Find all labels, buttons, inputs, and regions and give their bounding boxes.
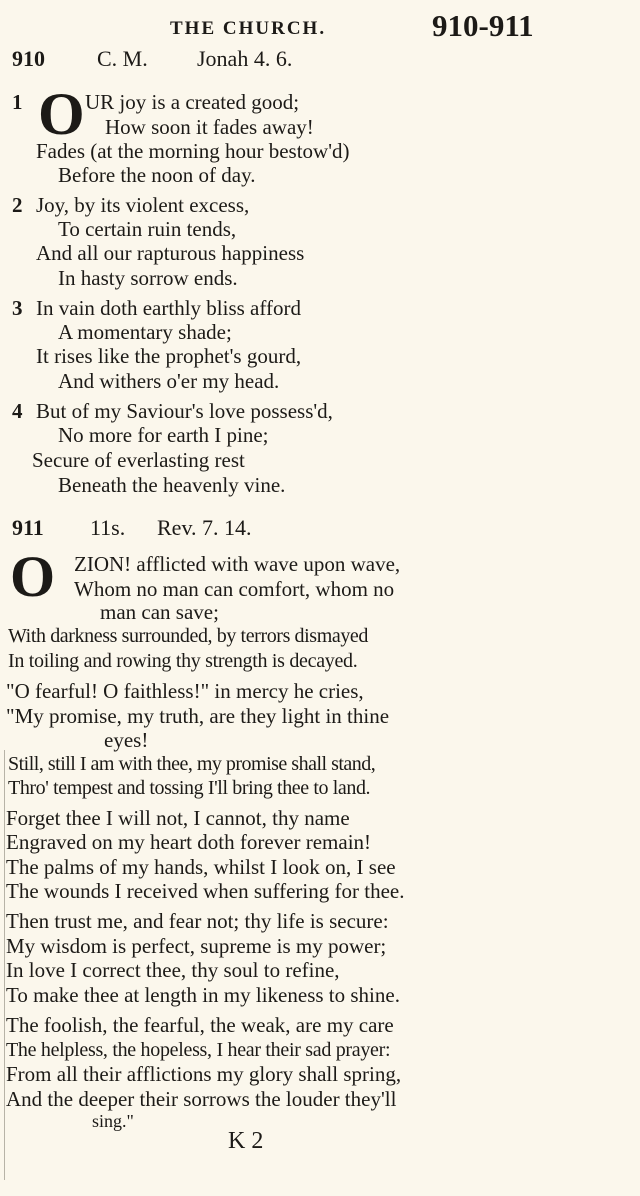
hymn-number: 910 xyxy=(12,46,45,71)
verse-line: In love I correct thee, thy soul to refine, xyxy=(6,958,340,982)
verse-line: In toiling and rowing thy strength is decayed. xyxy=(8,650,358,672)
verse-line: And all our rapturous happiness xyxy=(36,241,305,265)
verse-line: Forget thee I will not, I cannot, thy name xyxy=(6,806,350,830)
verse-line: Before the noon of day. xyxy=(58,163,256,187)
verse-line: Whom no man can comfort, whom no xyxy=(74,577,395,601)
verse-line: UR joy is a created good; xyxy=(85,90,300,114)
verse-number: 4 xyxy=(12,399,23,423)
verse-line: Then trust me, and fear not; thy life is secure: xyxy=(6,909,389,933)
verse-line: In hasty sorrow ends. xyxy=(58,266,238,290)
signature-mark: K 2 xyxy=(228,1128,264,1154)
hymn-reference: Jonah 4. 6. xyxy=(197,46,293,71)
hymn-number: 911 xyxy=(12,515,44,540)
hymn-reference: Rev. 7. 14. xyxy=(157,515,252,540)
verse-line: "O fearful! O faithless!" in mercy he cries, xyxy=(6,679,364,703)
verse-line: sing." xyxy=(92,1111,134,1131)
verse-number: 1 xyxy=(12,90,23,114)
running-head xyxy=(0,8,640,44)
left-margin-rule xyxy=(4,750,5,1180)
verse-line: It rises like the prophet's gourd, xyxy=(36,344,302,368)
verse-line: Secure of everlasting rest xyxy=(32,448,245,472)
verse-line: A momentary shade; xyxy=(58,320,232,344)
verse-line: The wounds I received when suffering for thee. xyxy=(6,879,405,903)
verse-line: No more for earth I pine; xyxy=(58,423,269,447)
verse-line: But of my Saviour's love possess'd, xyxy=(36,399,333,423)
verse-line: ZION! afflicted with wave upon wave, xyxy=(74,552,401,576)
verse-line: How soon it fades away! xyxy=(105,115,314,139)
verse-line: Thro' tempest and tossing I'll bring thee to land. xyxy=(8,777,371,799)
verse-line: To make thee at length in my likeness to shine. xyxy=(6,983,400,1007)
verse-line: man can save; xyxy=(100,600,219,624)
verse-line: And the deeper their sorrows the louder they'll xyxy=(6,1087,397,1111)
verse-line: In vain doth earthly bliss afford xyxy=(36,296,301,320)
verse-line: Fades (at the morning hour bestow'd) xyxy=(36,139,350,163)
dropcap-910: O xyxy=(38,81,85,147)
verse-line: And withers o'er my head. xyxy=(58,369,280,393)
verse-line: Still, still I am with thee, my promise shall stand, xyxy=(8,753,376,775)
verse-line: eyes! xyxy=(104,728,149,752)
verse-number: 3 xyxy=(12,296,23,320)
verse-line: Joy, by its violent excess, xyxy=(36,193,250,217)
verse-line: "My promise, my truth, are they light in thine xyxy=(6,704,390,728)
verse-line: Beneath the heavenly vine. xyxy=(58,473,286,497)
verse-line: The foolish, the fearful, the weak, are my care xyxy=(6,1013,394,1037)
dropcap-911: O xyxy=(10,544,56,609)
verse-line: The helpless, the hopeless, I hear their sad prayer: xyxy=(6,1039,391,1061)
page-range: 910-911 xyxy=(432,8,534,43)
verse-number: 2 xyxy=(12,193,23,217)
hymn-meter: C. M. xyxy=(97,46,148,71)
verse-line: Engraved on my heart doth forever remain! xyxy=(6,830,372,854)
verse-line: To certain ruin tends, xyxy=(58,217,237,241)
verse-line: With darkness surrounded, by terrors dismayed xyxy=(8,625,368,647)
verse-line: My wisdom is perfect, supreme is my power; xyxy=(6,934,387,958)
running-title: THE CHURCH. xyxy=(170,18,327,39)
verse-line: From all their afflictions my glory shall spring, xyxy=(6,1062,402,1086)
verse-line: The palms of my hands, whilst I look on, I see xyxy=(6,855,396,879)
hymn-meter: 11s. xyxy=(90,515,126,540)
